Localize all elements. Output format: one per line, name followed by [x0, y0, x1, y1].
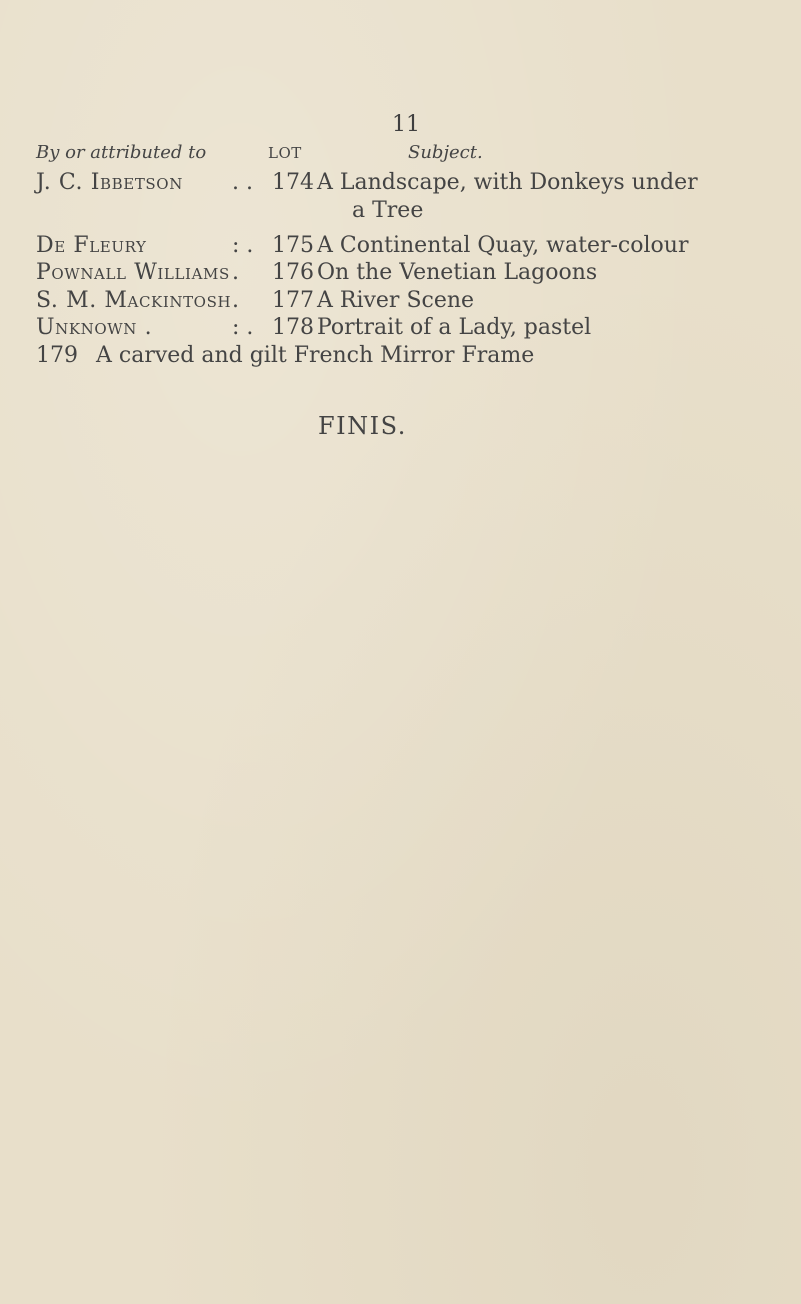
page-number: 11: [392, 112, 420, 137]
header-lot: LOT: [268, 144, 302, 162]
finis-text: FINIS.: [318, 412, 407, 440]
leader-dots: .: [232, 260, 239, 285]
column-header: [0, 142, 801, 166]
lot-row: [0, 260, 801, 290]
leader-dots: . .: [232, 170, 253, 195]
lot-row: [0, 315, 801, 345]
lot-row: [0, 233, 801, 263]
header-attributed: By or attributed to: [36, 142, 207, 163]
lot-row: [0, 170, 801, 200]
artist-name: Pownall Williams: [36, 260, 230, 285]
lot-number: 179: [36, 343, 78, 368]
lot-subject: Portrait of a Lady, pastel: [317, 315, 592, 340]
lot-subject: A carved and gilt French Mirror Frame: [96, 343, 535, 368]
lot-number: 175: [272, 233, 314, 258]
lot-row: [0, 288, 801, 318]
lot-subject: A River Scene: [317, 288, 475, 313]
leader-dots: .: [232, 288, 239, 313]
lot-row-final: [36, 343, 534, 368]
lot-subject-continued: a Tree: [352, 198, 424, 223]
leader-dots: : .: [232, 233, 254, 258]
lot-subject: A Continental Quay, water-colour: [317, 233, 689, 258]
artist-name: De Fleury: [36, 233, 147, 258]
lot-subject: A Landscape, with Donkeys under: [317, 170, 698, 195]
artist-name: J. C. Ibbetson: [36, 170, 183, 195]
lot-number: 177: [272, 288, 314, 313]
artist-name: Unknown .: [36, 315, 153, 340]
artist-name: S. M. Mackintosh: [36, 288, 232, 313]
lot-subject: On the Venetian Lagoons: [317, 260, 598, 285]
leader-dots: : .: [232, 315, 254, 340]
lot-number: 178: [272, 315, 314, 340]
lot-number: 174: [272, 170, 314, 195]
header-subject: Subject.: [408, 142, 483, 163]
lot-number: 176: [272, 260, 314, 285]
